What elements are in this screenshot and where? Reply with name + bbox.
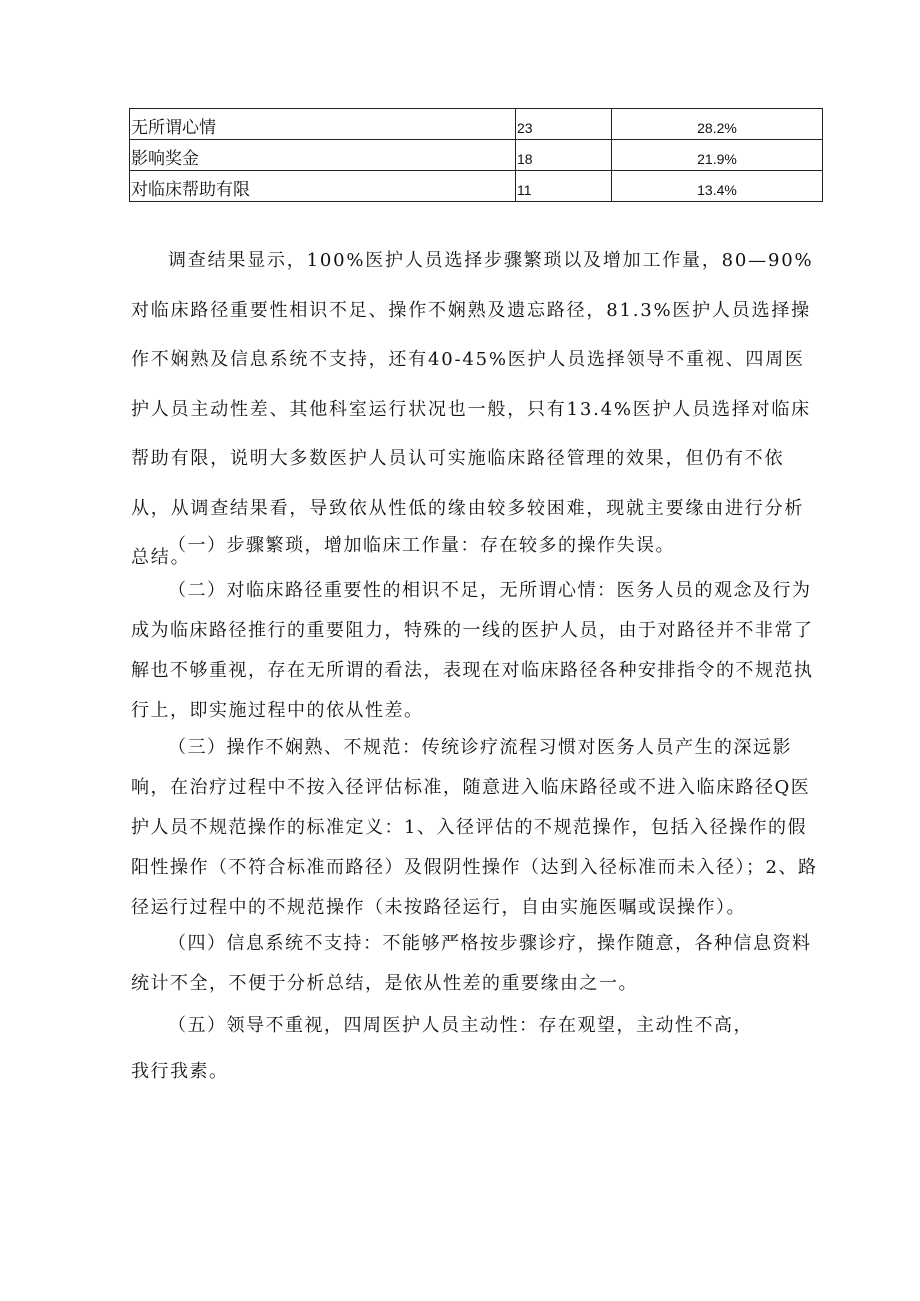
item-five-block xyxy=(131,1006,821,1046)
percent-cell: 13.4% xyxy=(612,171,823,202)
item-three-block xyxy=(131,728,821,928)
item-one-block xyxy=(131,526,821,566)
reason-cell: 影响奖金 xyxy=(130,140,516,171)
survey-results-table xyxy=(129,108,823,202)
count-cell: 11 xyxy=(516,171,612,202)
table-row xyxy=(130,140,823,171)
count-cell: 18 xyxy=(516,140,612,171)
item-two-block xyxy=(131,571,821,731)
closing-line: 我行我素。 xyxy=(131,1061,229,1082)
item-four-paragraph: （四）信息系统不支持：不能够严格按步骤诊疗，操作随意，各种信息资料统计不全，不便于分析总结，是依从性差的重要缘由之一。 xyxy=(131,933,812,994)
item-two-paragraph: （二）对临床路径重要性的相识不足，无所谓心情：医务人员的观念及行为成为临床路径推行的重要阻力，特殊的一线的医护人员，由于对路径并不非常了解也不够重视，存在无所谓的看法，表现在对临床路径各种安排指令的不规范执行上，即实施过程中的依从性差。 xyxy=(131,580,814,721)
percent-cell: 28.2% xyxy=(612,109,823,140)
table-row xyxy=(130,171,823,202)
table-row xyxy=(130,109,823,140)
percent-cell: 21.9% xyxy=(612,140,823,171)
reason-cell: 无所谓心情 xyxy=(130,109,516,140)
item-five-paragraph: （五）领导不重视，四周医护人员主动性：存在观望，主动性不高， xyxy=(168,1015,753,1036)
intro-paragraph: 调查结果显示，100%医护人员选择步骤繁琐以及增加工作量，80—90%对临床路径重要性相识不足、操作不娴熟及遗忘路径，81.3%医护人员选择操作不娴熟及信息系统不支持，还有40-45%医护人员选择领导不重视、四周医护人员主动性差、其他科室运行状况也一般，只有13.4%医护人员选择对临床帮助有限，说明大多数医护人员认可实施临床路径管理的效果，但仍有不依从，从调查结果看，导致依从性低的缘由较多较困难，现就主要缘由进行分析总结。 xyxy=(131,250,814,568)
item-one-paragraph: （一）步骤繁琐，增加临床工作量：存在较多的操作失误。 xyxy=(168,535,675,556)
count-cell: 23 xyxy=(516,109,612,140)
item-four-block xyxy=(131,924,821,1004)
reason-cell: 对临床帮助有限 xyxy=(130,171,516,202)
item-three-paragraph: （三）操作不娴熟、不规范：传统诊疗流程习惯对医务人员产生的深远影响，在治疗过程中不按入径评估标准，随意进入临床路径或不进入临床路径Q医护人员不规范操作的标准定义：1、入径评估的不规范操作，包括入径操作的假阳性操作（不符合标准而路径）及假阴性操作（达到入径标准而未入径）；2、路径运行过程中的不规范操作（未按路径运行，自由实施医嘱或误操作）。 xyxy=(131,737,818,918)
